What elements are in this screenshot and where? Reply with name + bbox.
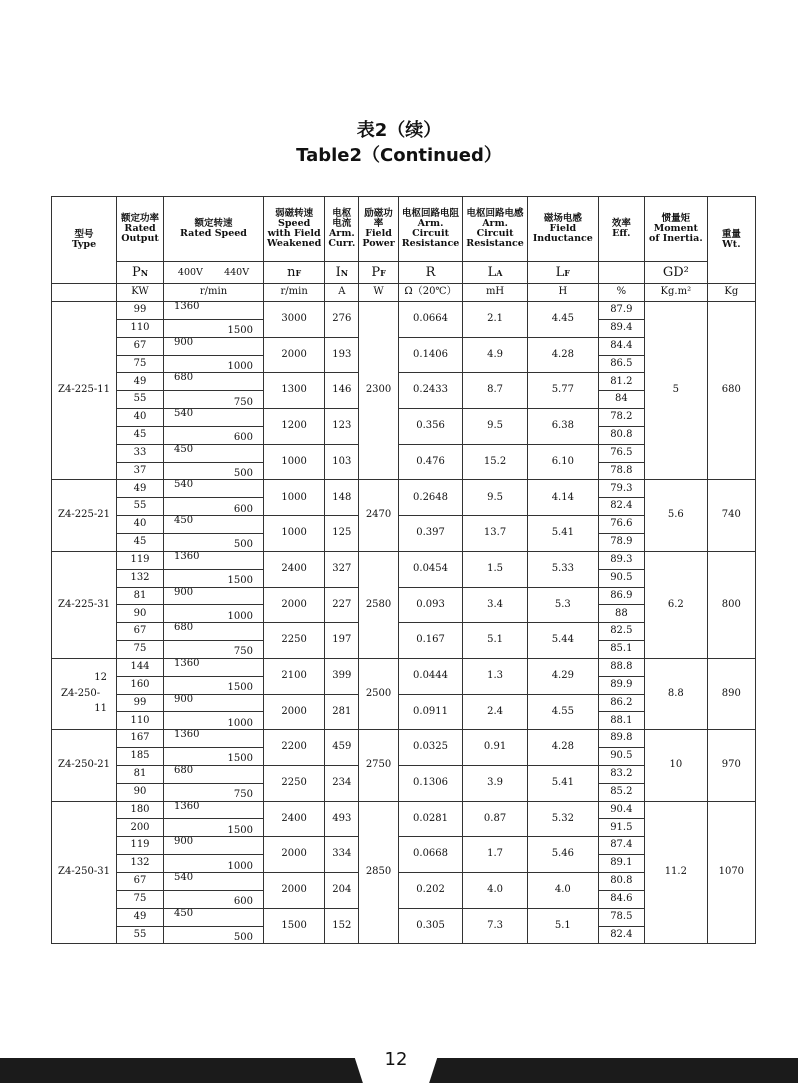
cell-efficiency: 82.5	[598, 623, 644, 641]
cell-field-power: 2500	[359, 658, 398, 729]
cell-resistance: 0.476	[398, 444, 463, 480]
cell-resistance: 0.0454	[398, 551, 463, 587]
cell-efficiency: 82.4	[598, 498, 644, 516]
table-title-en: Table2（Continued）	[296, 145, 502, 166]
cell-efficiency: 76.6	[598, 516, 644, 534]
cell-output: 49	[117, 373, 164, 391]
cell-resistance: 0.0664	[398, 302, 463, 338]
cell-output: 110	[117, 712, 164, 730]
header-moment-of-inertia: 惯量矩 Moment of Inertia.	[644, 197, 707, 262]
cell-output: 180	[117, 801, 164, 819]
cell-speed-400v: 900	[164, 587, 264, 605]
cell-type-part: Z4-250-	[61, 687, 101, 699]
header-field-power: 励磁功率 Field Power	[359, 197, 398, 262]
cell-fw-speed: 2250	[264, 623, 325, 659]
symbol-output: PN	[117, 262, 164, 284]
cell-inductance: 1.7	[463, 837, 528, 873]
cell-output: 144	[117, 658, 164, 676]
cell-current: 103	[325, 444, 359, 480]
cell-speed-400v: 540	[164, 480, 264, 498]
cell-field-inductance: 6.38	[527, 409, 598, 445]
cell-inertia: 6.2	[644, 551, 707, 658]
cell-efficiency: 84	[598, 391, 644, 409]
cell-speed-440v: 1000	[164, 605, 264, 623]
cell-inertia: 5.6	[644, 480, 707, 551]
symbol-armature-inductance: LA	[463, 262, 528, 284]
cell-inductance: 8.7	[463, 373, 528, 409]
cell-inductance: 7.3	[463, 908, 528, 944]
cell-output: 40	[117, 516, 164, 534]
cell-efficiency: 88.8	[598, 658, 644, 676]
cell-current: 281	[325, 694, 359, 730]
cell-weight: 970	[707, 730, 755, 801]
cell-type: Z4-225-31	[52, 551, 117, 658]
cell-efficiency: 87.9	[598, 302, 644, 320]
cell-resistance: 0.305	[398, 908, 463, 944]
motor-spec-table	[51, 196, 756, 944]
cell-fw-speed: 1200	[264, 409, 325, 445]
cell-type: Z4-250-31	[52, 801, 117, 944]
cell-field-inductance: 4.28	[527, 730, 598, 766]
cell-output: 45	[117, 533, 164, 551]
cell-speed-440v: 1500	[164, 676, 264, 694]
cell-speed-400v: 540	[164, 873, 264, 891]
cell-output: 49	[117, 908, 164, 926]
cell-inductance: 4.0	[463, 873, 528, 909]
cell-field-inductance: 5.3	[527, 587, 598, 623]
header-rated-output: 额定功率 Rated Output	[117, 197, 164, 262]
cell-type-part: 11	[94, 703, 107, 715]
cell-efficiency: 82.4	[598, 926, 644, 944]
cell-inductance: 2.4	[463, 694, 528, 730]
cell-current: 399	[325, 658, 359, 694]
cell-efficiency: 78.8	[598, 462, 644, 480]
cell-speed-400v: 450	[164, 908, 264, 926]
header-rated-speed: 额定转速 Rated Speed	[164, 197, 264, 262]
cell-speed-440v: 1000	[164, 855, 264, 873]
header-armature-resistance: 电枢回路电阻 Arm. Circuit Resistance	[398, 197, 463, 262]
symbol-field-power: PF	[359, 262, 398, 284]
cell-output: 90	[117, 783, 164, 801]
cell-fw-speed: 2100	[264, 658, 325, 694]
cell-speed-440v: 500	[164, 926, 264, 944]
cell-resistance: 0.2648	[398, 480, 463, 516]
cell-speed-400v: 900	[164, 837, 264, 855]
cell-resistance: 0.0325	[398, 730, 463, 766]
cell-output: 160	[117, 676, 164, 694]
cell-efficiency: 89.8	[598, 730, 644, 748]
cell-inductance: 13.7	[463, 516, 528, 552]
cell-output: 40	[117, 409, 164, 427]
cell-inductance: 1.3	[463, 658, 528, 694]
cell-resistance: 0.1406	[398, 337, 463, 373]
cell-fw-speed: 2400	[264, 551, 325, 587]
cell-output: 81	[117, 765, 164, 783]
cell-efficiency: 85.1	[598, 641, 644, 659]
cell-field-inductance: 4.14	[527, 480, 598, 516]
cell-speed-440v: 600	[164, 498, 264, 516]
cell-field-power: 2850	[359, 801, 398, 944]
cell-speed-440v: 1500	[164, 819, 264, 837]
unit-field-inductance: H	[527, 284, 598, 302]
unit-weight: Kg	[707, 284, 755, 302]
cell-field-inductance: 4.29	[527, 658, 598, 694]
cell-inductance: 3.9	[463, 765, 528, 801]
cell-output: 81	[117, 587, 164, 605]
cell-output: 90	[117, 605, 164, 623]
cell-output: 55	[117, 498, 164, 516]
cell-efficiency: 86.5	[598, 355, 644, 373]
cell-output: 185	[117, 748, 164, 766]
cell-speed-440v: 750	[164, 783, 264, 801]
symbol-inertia: GD²	[644, 262, 707, 284]
cell-efficiency: 86.9	[598, 587, 644, 605]
cell-inertia: 11.2	[644, 801, 707, 944]
cell-current: 193	[325, 337, 359, 373]
cell-current: 459	[325, 730, 359, 766]
cell-efficiency: 86.2	[598, 694, 644, 712]
cell-resistance: 0.0281	[398, 801, 463, 837]
cell-inductance: 9.5	[463, 480, 528, 516]
unit-fw: r/min	[264, 284, 325, 302]
cell-fw-speed: 2000	[264, 873, 325, 909]
cell-efficiency: 90.4	[598, 801, 644, 819]
cell-speed-400v: 680	[164, 765, 264, 783]
cell-current: 234	[325, 765, 359, 801]
cell-efficiency: 79.3	[598, 480, 644, 498]
cell-field-inductance: 5.41	[527, 516, 598, 552]
cell-fw-speed: 2000	[264, 837, 325, 873]
cell-speed-440v: 500	[164, 462, 264, 480]
cell-inductance: 5.1	[463, 623, 528, 659]
cell-fw-speed: 1300	[264, 373, 325, 409]
cell-output: 67	[117, 873, 164, 891]
cell-current: 276	[325, 302, 359, 338]
unit-inertia: Kg.m²	[644, 284, 707, 302]
cell-efficiency: 80.8	[598, 426, 644, 444]
cell-inductance: 1.5	[463, 551, 528, 587]
cell-current: 148	[325, 480, 359, 516]
cell-speed-400v: 680	[164, 373, 264, 391]
table-row	[52, 302, 756, 320]
cell-field-inductance: 4.28	[527, 337, 598, 373]
table-row	[52, 801, 756, 819]
cell-resistance: 0.2433	[398, 373, 463, 409]
cell-output: 99	[117, 694, 164, 712]
cell-fw-speed: 2200	[264, 730, 325, 766]
cell-inductance: 2.1	[463, 302, 528, 338]
cell-speed-400v: 1360	[164, 302, 264, 320]
cell-fw-speed: 3000	[264, 302, 325, 338]
cell-speed-400v: 1360	[164, 551, 264, 569]
cell-output: 55	[117, 926, 164, 944]
cell-current: 204	[325, 873, 359, 909]
symbol-efficiency	[598, 262, 644, 284]
cell-speed-440v: 500	[164, 533, 264, 551]
header-weight: 重量 Wt.	[707, 197, 755, 284]
cell-efficiency: 89.1	[598, 855, 644, 873]
cell-speed-400v: 540	[164, 409, 264, 427]
cell-inertia: 10	[644, 730, 707, 801]
cell-type: Z4-225-21	[52, 480, 117, 551]
cell-inductance: 4.9	[463, 337, 528, 373]
cell-inductance: 3.4	[463, 587, 528, 623]
cell-field-power: 2470	[359, 480, 398, 551]
cell-weight: 680	[707, 302, 755, 480]
cell-weight: 740	[707, 480, 755, 551]
cell-efficiency: 84.4	[598, 337, 644, 355]
cell-weight: 800	[707, 551, 755, 658]
cell-efficiency: 87.4	[598, 837, 644, 855]
cell-fw-speed: 1000	[264, 480, 325, 516]
cell-output: 132	[117, 855, 164, 873]
cell-speed-440v: 600	[164, 426, 264, 444]
cell-fw-speed: 2000	[264, 694, 325, 730]
cell-type	[52, 658, 117, 729]
cell-resistance: 0.202	[398, 873, 463, 909]
page-number: 12	[384, 1049, 408, 1070]
cell-resistance: 0.1306	[398, 765, 463, 801]
symbol-field-inductance: LF	[527, 262, 598, 284]
cell-efficiency: 80.8	[598, 873, 644, 891]
table-row	[52, 658, 756, 676]
cell-speed-400v: 1360	[164, 658, 264, 676]
cell-efficiency: 78.2	[598, 409, 644, 427]
table-title-zh: 表2（续）	[356, 120, 442, 141]
cell-resistance: 0.093	[398, 587, 463, 623]
cell-output: 167	[117, 730, 164, 748]
cell-field-inductance: 5.33	[527, 551, 598, 587]
cell-output: 110	[117, 319, 164, 337]
symbol-fw-speed: nF	[264, 262, 325, 284]
cell-output: 33	[117, 444, 164, 462]
cell-fw-speed: 2000	[264, 587, 325, 623]
cell-output: 67	[117, 337, 164, 355]
cell-speed-400v: 1360	[164, 730, 264, 748]
cell-speed-400v: 900	[164, 337, 264, 355]
cell-efficiency: 89.3	[598, 551, 644, 569]
cell-output: 67	[117, 623, 164, 641]
cell-output: 200	[117, 819, 164, 837]
cell-speed-440v: 600	[164, 890, 264, 908]
cell-efficiency: 90.5	[598, 748, 644, 766]
cell-speed-440v: 1500	[164, 569, 264, 587]
cell-field-inductance: 6.10	[527, 444, 598, 480]
header-efficiency: 效率 Eff.	[598, 197, 644, 262]
cell-efficiency: 84.6	[598, 890, 644, 908]
cell-inertia: 8.8	[644, 658, 707, 729]
cell-fw-speed: 2250	[264, 765, 325, 801]
table-row	[52, 730, 756, 748]
header-armature-current: 电枢电流 Arm. Curr.	[325, 197, 359, 262]
cell-field-inductance: 5.77	[527, 373, 598, 409]
cell-speed-400v: 1360	[164, 801, 264, 819]
header-field-weakened-speed: 弱磁转速 Speed with Field Weakened	[264, 197, 325, 262]
cell-resistance: 0.356	[398, 409, 463, 445]
cell-efficiency: 89.9	[598, 676, 644, 694]
unit-current: A	[325, 284, 359, 302]
cell-output: 132	[117, 569, 164, 587]
unit-efficiency: %	[598, 284, 644, 302]
cell-field-inductance: 4.0	[527, 873, 598, 909]
cell-efficiency: 78.5	[598, 908, 644, 926]
cell-resistance: 0.0668	[398, 837, 463, 873]
cell-fw-speed: 1500	[264, 908, 325, 944]
cell-field-power: 2300	[359, 302, 398, 480]
cell-efficiency: 90.5	[598, 569, 644, 587]
cell-resistance: 0.0911	[398, 694, 463, 730]
cell-inductance: 9.5	[463, 409, 528, 445]
table-row	[52, 480, 756, 498]
cell-inertia: 5	[644, 302, 707, 480]
cell-fw-speed: 1000	[264, 444, 325, 480]
cell-current: 327	[325, 551, 359, 587]
unit-speed: r/min	[164, 284, 264, 302]
cell-output: 37	[117, 462, 164, 480]
symbol-resistance: R	[398, 262, 463, 284]
cell-output: 75	[117, 355, 164, 373]
units-row	[52, 284, 756, 302]
cell-weight: 1070	[707, 801, 755, 944]
cell-field-inductance: 5.44	[527, 623, 598, 659]
cell-output: 119	[117, 837, 164, 855]
cell-speed-400v: 450	[164, 444, 264, 462]
unit-output: KW	[117, 284, 164, 302]
cell-fw-speed: 2000	[264, 337, 325, 373]
cell-efficiency: 88	[598, 605, 644, 623]
cell-output: 75	[117, 890, 164, 908]
cell-field-power: 2750	[359, 730, 398, 801]
cell-resistance: 0.167	[398, 623, 463, 659]
cell-output: 45	[117, 426, 164, 444]
cell-field-inductance: 4.55	[527, 694, 598, 730]
symbol-current: IN	[325, 262, 359, 284]
cell-resistance: 0.0444	[398, 658, 463, 694]
cell-current: 227	[325, 587, 359, 623]
cell-current: 197	[325, 623, 359, 659]
cell-type-part: 12	[94, 672, 107, 684]
cell-speed-440v: 1000	[164, 355, 264, 373]
header-armature-inductance: 电枢回路电感 Arm. Circuit Resistance	[463, 197, 528, 262]
unit-field-power: W	[359, 284, 398, 302]
cell-current: 493	[325, 801, 359, 837]
header-type: 型号 Type	[52, 197, 117, 284]
symbol-speed-voltages: 400V 440V	[164, 262, 264, 284]
cell-field-inductance: 5.32	[527, 801, 598, 837]
cell-type: Z4-250-21	[52, 730, 117, 801]
cell-weight: 890	[707, 658, 755, 729]
cell-fw-speed: 1000	[264, 516, 325, 552]
cell-speed-400v: 900	[164, 694, 264, 712]
cell-inductance: 15.2	[463, 444, 528, 480]
cell-efficiency: 81.2	[598, 373, 644, 391]
cell-output: 99	[117, 302, 164, 320]
cell-resistance: 0.397	[398, 516, 463, 552]
cell-speed-440v: 1000	[164, 712, 264, 730]
cell-efficiency: 83.2	[598, 765, 644, 783]
cell-type: Z4-225-11	[52, 302, 117, 480]
unit-inductance: mH	[463, 284, 528, 302]
cell-field-inductance: 4.45	[527, 302, 598, 338]
cell-output: 75	[117, 641, 164, 659]
cell-inductance: 0.87	[463, 801, 528, 837]
unit-resistance: Ω（20℃）	[398, 284, 463, 302]
cell-inductance: 0.91	[463, 730, 528, 766]
cell-current: 334	[325, 837, 359, 873]
cell-current: 152	[325, 908, 359, 944]
cell-field-inductance: 5.41	[527, 765, 598, 801]
unit-type	[52, 284, 117, 302]
header-field-inductance: 磁场电感 Field Inductance	[527, 197, 598, 262]
cell-efficiency: 78.9	[598, 533, 644, 551]
cell-current: 146	[325, 373, 359, 409]
cell-speed-440v: 1500	[164, 748, 264, 766]
cell-field-inductance: 5.46	[527, 837, 598, 873]
cell-efficiency: 88.1	[598, 712, 644, 730]
cell-speed-440v: 750	[164, 391, 264, 409]
cell-efficiency: 91.5	[598, 819, 644, 837]
cell-efficiency: 76.5	[598, 444, 644, 462]
cell-current: 123	[325, 409, 359, 445]
cell-output: 119	[117, 551, 164, 569]
cell-speed-440v: 750	[164, 641, 264, 659]
cell-fw-speed: 2400	[264, 801, 325, 837]
cell-efficiency: 89.4	[598, 319, 644, 337]
cell-speed-440v: 1500	[164, 319, 264, 337]
cell-output: 49	[117, 480, 164, 498]
table-row	[52, 551, 756, 569]
cell-field-power: 2580	[359, 551, 398, 658]
cell-current: 125	[325, 516, 359, 552]
cell-efficiency: 85.2	[598, 783, 644, 801]
cell-field-inductance: 5.1	[527, 908, 598, 944]
cell-output: 55	[117, 391, 164, 409]
cell-speed-400v: 680	[164, 623, 264, 641]
cell-speed-400v: 450	[164, 516, 264, 534]
